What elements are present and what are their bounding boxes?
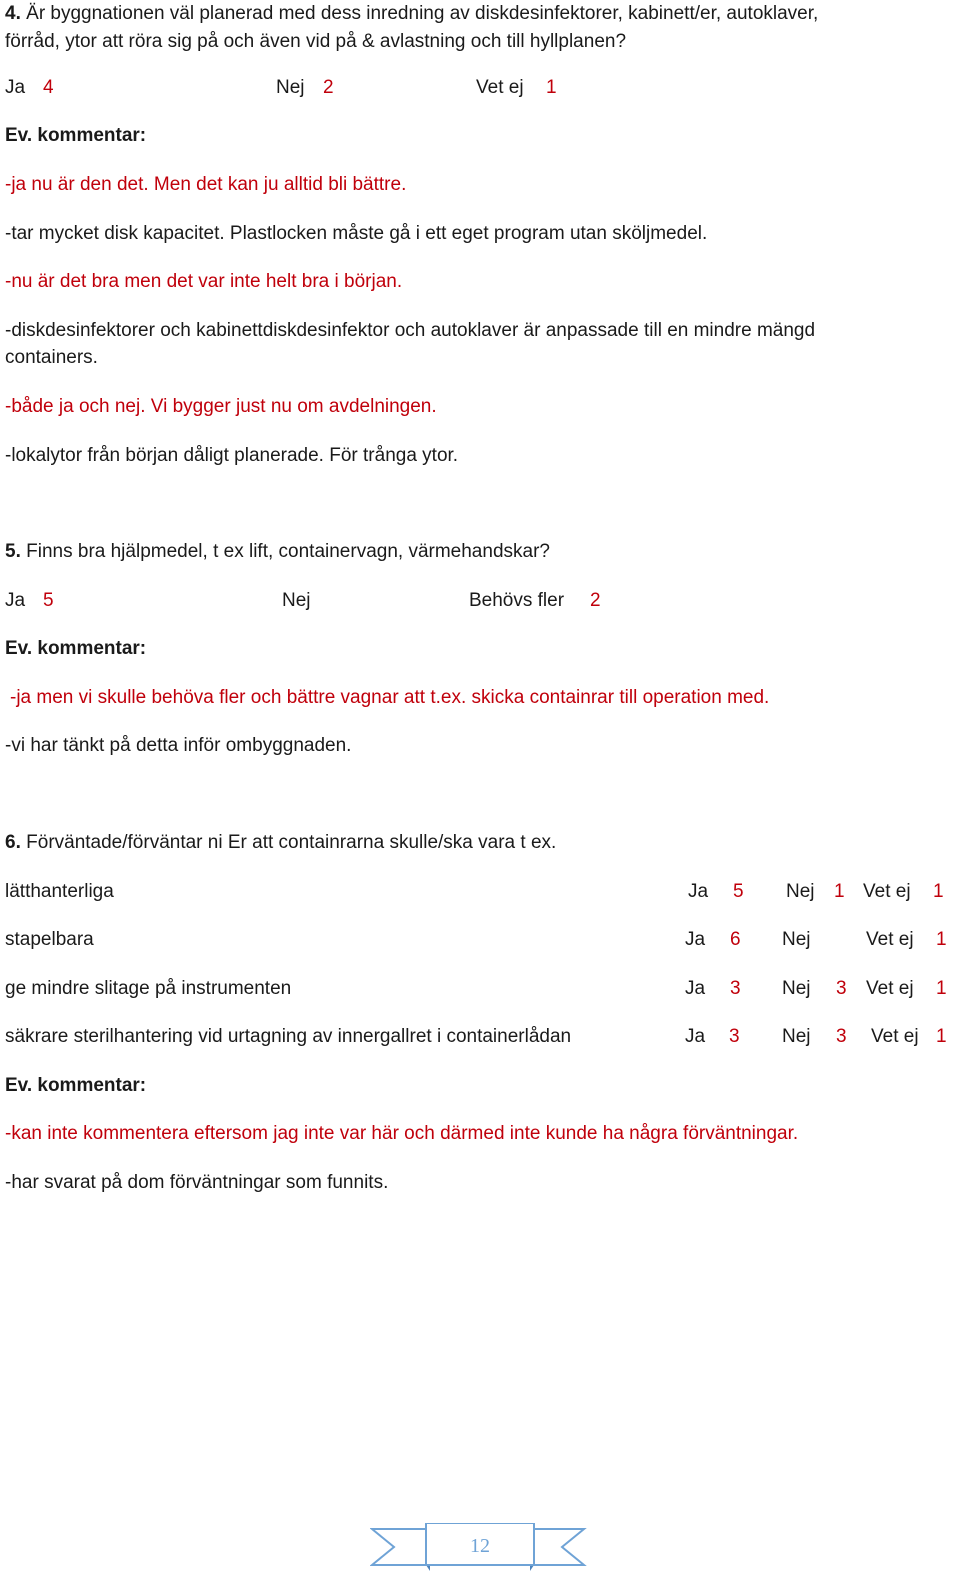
q6-comment-label: Ev. kommentar:: [5, 1075, 147, 1096]
q6-row-label: stapelbara: [5, 929, 94, 950]
q5-fler-label: Behövs fler: [469, 590, 565, 611]
q6-row-nej-value: 3: [836, 978, 847, 999]
q5-comment: -vi har tänkt på detta inför ombyggnaden.: [5, 735, 352, 756]
q5-ja-value: 5: [43, 590, 54, 611]
q5-comment: -ja men vi skulle behöva fler och bättre vagnar att t.ex. skicka containrar till operation med.: [10, 687, 770, 708]
q6-row-ja-value: 6: [730, 929, 741, 950]
q5-number: 5.: [5, 541, 21, 562]
q4-comment: -både ja och nej. Vi bygger just nu om avdelningen.: [5, 396, 437, 417]
q6-row-vetej-value: 1: [936, 1026, 947, 1047]
q6-row-nej-value: 1: [834, 881, 845, 902]
q6-row-vetej-label: Vet ej: [871, 1026, 919, 1047]
q6-row-ja-value: 5: [733, 881, 744, 902]
q6-row-label: lätthanterliga: [5, 881, 114, 902]
q6-row-vetej-label: Vet ej: [863, 881, 911, 902]
page-number-banner: [370, 1523, 590, 1573]
q4-comment: -diskdesinfektorer och kabinettdiskdesinfektor och autoklaver är anpassade till en mindre mängd: [5, 320, 816, 341]
q6-question-text: Förväntade/förväntar ni Er att containrarna skulle/ska vara t ex.: [26, 832, 557, 853]
q6-comment: -har svarat på dom förväntningar som funnits.: [5, 1172, 389, 1193]
q4-ja-value: 4: [43, 77, 54, 98]
q6-row-ja-value: 3: [730, 978, 741, 999]
q4-vetej-value: 1: [546, 77, 557, 98]
q5-ja-label: Ja: [5, 590, 26, 611]
q6-row-nej-label: Nej: [782, 1026, 811, 1047]
q4-nej-value: 2: [323, 77, 334, 98]
q6-row-vetej-value: 1: [933, 881, 944, 902]
q4-comment: -lokalytor från början dåligt planerade. För trånga ytor.: [5, 445, 459, 466]
q6-row-ja-label: Ja: [685, 929, 706, 950]
q6-question: [5, 829, 556, 857]
q4-question-text: Är byggnationen väl planerad med dess inredning av diskdesinfektorer, kabinett/er, autoklaver,: [26, 3, 819, 24]
q4-comment-label: Ev. kommentar:: [5, 125, 147, 146]
q4-vetej-label: Vet ej: [476, 77, 524, 98]
q5-question: [5, 538, 550, 566]
q6-row-label: säkrare sterilhantering vid urtagning av innergallret i containerlådan: [5, 1026, 572, 1047]
q6-row-nej-label: Nej: [782, 929, 811, 950]
q5-comment-label: Ev. kommentar:: [5, 638, 147, 659]
q4-comment: -ja nu är den det. Men det kan ju alltid bli bättre.: [5, 174, 407, 195]
q6-row-nej-label: Nej: [786, 881, 815, 902]
q6-row-ja-label: Ja: [688, 881, 709, 902]
q6-comment: -kan inte kommentera eftersom jag inte var här och därmed inte kunde ha några förväntningar.: [5, 1123, 799, 1144]
banner-right-tail: [530, 1529, 584, 1565]
q4-number: 4.: [5, 3, 21, 24]
q6-row-label: ge mindre slitage på instrumenten: [5, 978, 292, 999]
q4-comment: -tar mycket disk kapacitet. Plastlocken måste gå i ett eget program utan sköljmedel.: [5, 223, 708, 244]
q6-row-vetej-value: 1: [936, 929, 947, 950]
q5-fler-value: 2: [590, 590, 601, 611]
q6-row-ja-label: Ja: [685, 1026, 706, 1047]
q6-row-vetej-label: Vet ej: [866, 929, 914, 950]
q4-question-line2: förråd, ytor att röra sig på och även vid på & avlastning och till hyllplanen?: [5, 31, 627, 52]
q4-comment: -nu är det bra men det var inte helt bra i början.: [5, 271, 403, 292]
q4-comment: containers.: [5, 347, 98, 368]
q6-row-nej-label: Nej: [782, 978, 811, 999]
q6-row-vetej-value: 1: [936, 978, 947, 999]
q6-row-ja-label: Ja: [685, 978, 706, 999]
q6-number: 6.: [5, 832, 21, 853]
q6-row-ja-value: 3: [729, 1026, 740, 1047]
page-number: 12: [470, 1535, 490, 1557]
q6-row-nej-value: 3: [836, 1026, 847, 1047]
q4-nej-label: Nej: [276, 77, 305, 98]
q4-ja-label: Ja: [5, 77, 26, 98]
q6-row-vetej-label: Vet ej: [866, 978, 914, 999]
banner-left-tail: [372, 1529, 430, 1565]
q5-nej-label: Nej: [282, 590, 311, 611]
q5-question-text: Finns bra hjälpmedel, t ex lift, containervagn, värmehandskar?: [26, 541, 550, 562]
q4-question-line1: [5, 0, 818, 28]
